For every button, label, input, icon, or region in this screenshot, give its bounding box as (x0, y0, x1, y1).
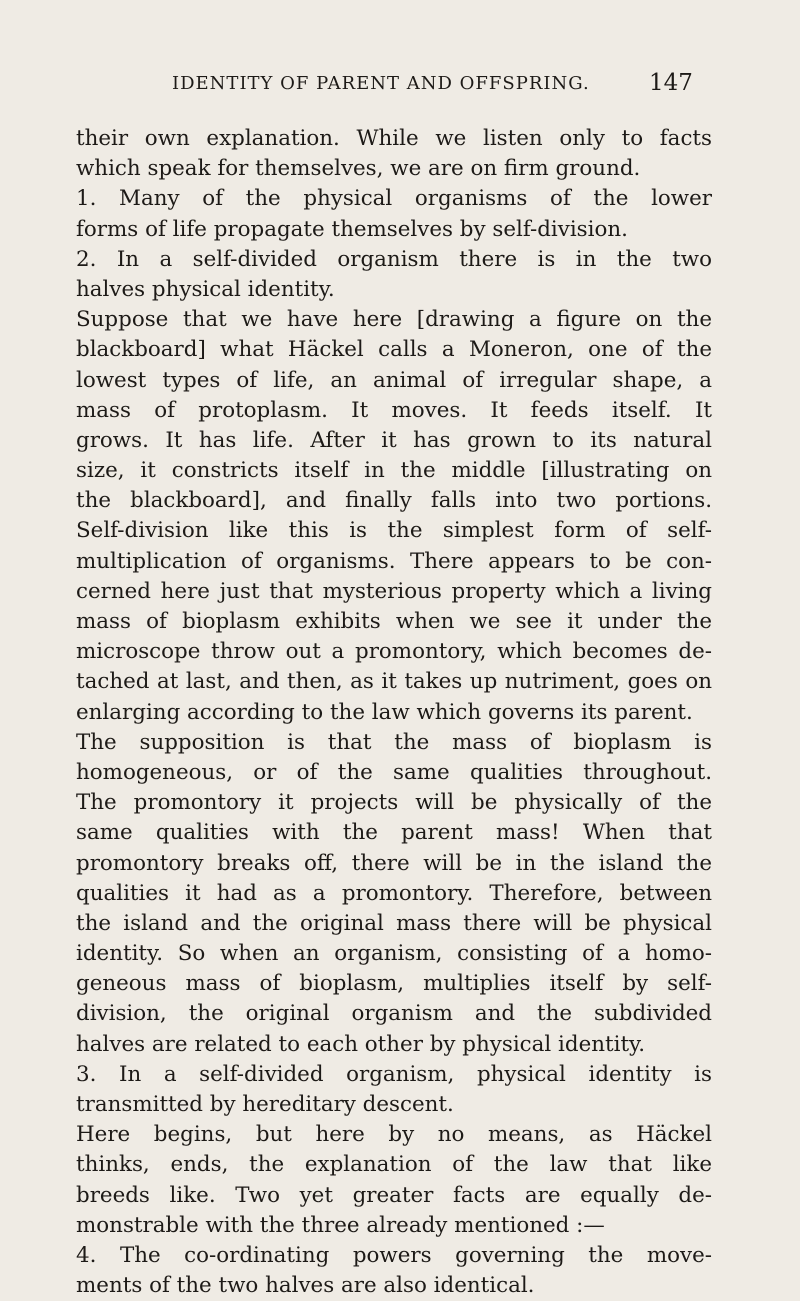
text-line: forms of life propagate themselves by self-division. (76, 216, 628, 242)
text-line: division, the original organism and the subdivided (76, 1001, 712, 1027)
text-line: enlarging according to the law which governs its parent. (76, 699, 693, 725)
text-line: 2. In a self-divided organism there is in the two (76, 246, 712, 272)
body-text (76, 124, 712, 1301)
running-head: IDENTITY OF PARENT AND OFFSPRING. (172, 73, 590, 94)
text-line: breeds like. Two yet greater facts are equally de- (76, 1182, 712, 1208)
text-line: the blackboard], and finally falls into two portions. (76, 488, 712, 514)
text-line: halves physical identity. (76, 276, 335, 302)
text-line: their own explanation. While we listen only to facts (76, 126, 712, 151)
text-line: qualities it had as a promontory. Therefore, between (76, 880, 712, 906)
text-line: ments of the two halves are also identical. (76, 1273, 535, 1299)
text-line: halves are related to each other by physical identity. (76, 1031, 646, 1057)
text-line: blackboard] what Häckel calls a Moneron, one of the (76, 337, 712, 363)
text-line: size, it constricts itself in the middle [illustrating on (76, 458, 712, 484)
text-line: identity. So when an organism, consisting of a homo- (76, 941, 712, 967)
text-line: The promontory it projects will be physically of the (76, 790, 712, 816)
text-line: Self-division like this is the simplest form of self- (76, 518, 712, 544)
text-line: monstrable with the three already mentioned :— (76, 1212, 605, 1238)
text-line: grows. It has life. After it has grown to its natural (76, 427, 712, 453)
text-line: Suppose that we have here [drawing a figure on the (76, 307, 712, 333)
text-line: multiplication of organisms. There appears to be con- (76, 548, 712, 574)
text-line: which speak for themselves, we are on firm ground. (76, 156, 641, 182)
text-line: The supposition is that the mass of bioplasm is (76, 729, 712, 755)
text-line: Here begins, but here by no means, as Häckel (76, 1122, 712, 1148)
text-line: thinks, ends, the explanation of the law that like (76, 1152, 712, 1178)
text-line: transmitted by hereditary descent. (76, 1092, 454, 1117)
text-line: cerned here just that mysterious property which a living (76, 578, 712, 604)
text-line: 3. In a self-divided organism, physical identity is (76, 1061, 712, 1087)
text-line: 4. The co-ordinating powers governing the move- (76, 1242, 712, 1268)
text-line: mass of bioplasm exhibits when we see it under the (76, 609, 712, 634)
text-line: same qualities with the parent mass! When that (76, 820, 712, 846)
text-line: mass of protoplasm. It moves. It feeds itself. It (76, 397, 712, 423)
page-header (0, 70, 800, 106)
text-line: homogeneous, or of the same qualities throughout. (76, 759, 712, 785)
text-line: lowest types of life, an animal of irregular shape, a (76, 367, 712, 393)
text-line: promontory breaks off, there will be in the island the (76, 850, 712, 876)
text-line: geneous mass of bioplasm, multiplies itself by self- (76, 971, 712, 997)
text-line: the island and the original mass there will be physical (76, 910, 712, 936)
page-number: 147 (649, 70, 693, 96)
text-line: 1. Many of the physical organisms of the lower (76, 186, 712, 212)
text-line: microscope throw out a promontory, which becomes de- (76, 639, 712, 665)
text-line: tached at last, and then, as it takes up nutriment, goes on (76, 669, 712, 695)
